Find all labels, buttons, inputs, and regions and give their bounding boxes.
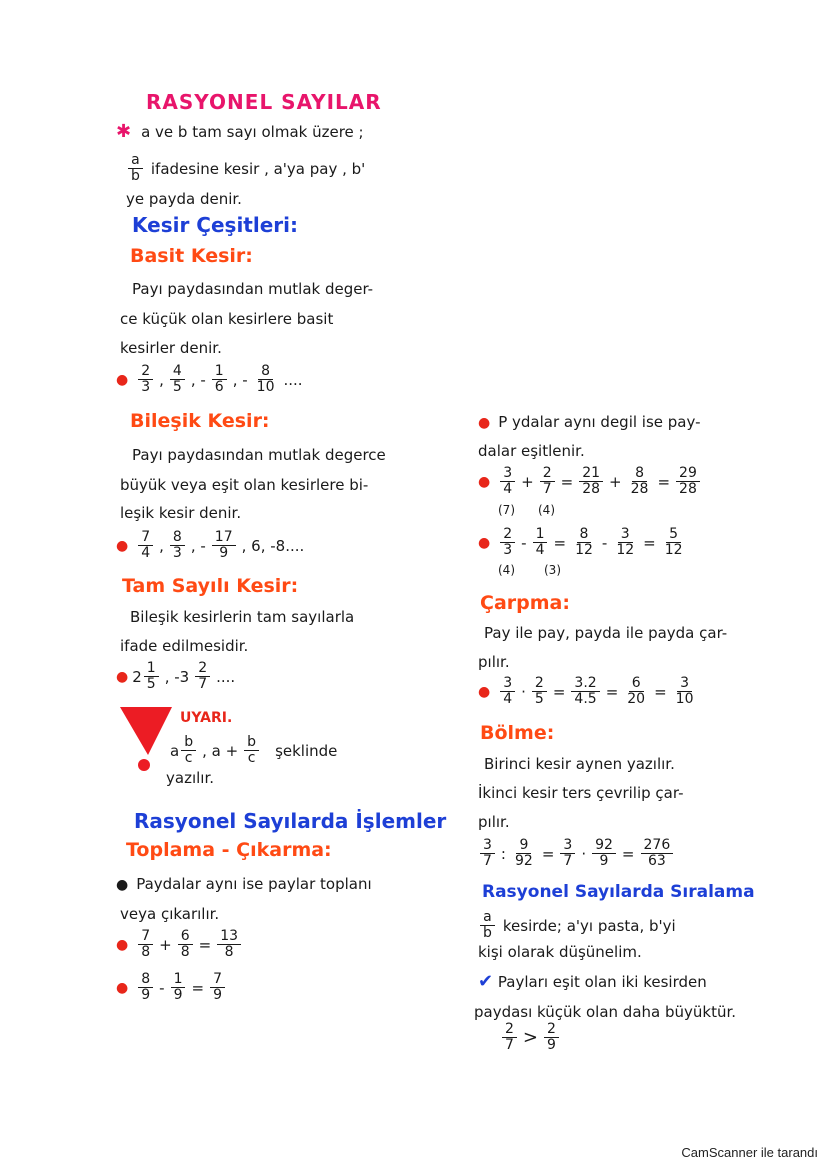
toplama-example: ● $\frac{7}{8}$ + $\frac{6}{8}$ = $\frac{13}{8}$ (116, 929, 243, 960)
page-title: RASYONEL SAYILAR (146, 90, 382, 114)
red-dot-icon: ● (478, 683, 491, 700)
toplama-esitleme-example: ● $\frac{3}{4}$ + $\frac{2}{7}$ = $\frac{21}{28}$ + $\frac{8}{28}$ = $\frac{29}{28}$ (478, 466, 702, 497)
intro-fraction: $\frac{a}{b}$ (128, 153, 143, 184)
intro-line-3: ye payda denir. (126, 190, 242, 208)
payda-line-1: ● P ydalar aynı degil ise pay- (478, 413, 701, 431)
red-dot-icon: ● (116, 979, 129, 996)
red-dot-icon: ● (478, 534, 491, 551)
uyari-line-2: yazılır. (166, 769, 215, 787)
basit-examples: ● $\frac{2}{3}$ , $\frac{4}{5}$ , - $\frac{1}{6}$ , - $\frac{8}{10}$ .... (116, 363, 303, 395)
esitleme-multiplier-4: (3) (544, 563, 561, 577)
intro-line-2 (126, 153, 365, 184)
red-dot-icon: ● (116, 668, 129, 685)
heading-basit-kesir: Basit Kesir: (130, 245, 253, 267)
tam-line-2: ifade edilmesidir. (120, 637, 249, 655)
bilesik-line-2: büyük veya eşit olan kesirlere bi- (120, 476, 369, 494)
bolme-line-2: İkinci kesir ters çevrilip çar- (478, 784, 684, 802)
scanner-watermark: CamScanner ile tarandı (681, 1145, 818, 1160)
red-dot-icon: ● (116, 537, 129, 554)
siralama-example: $\frac{2}{7}$ > $\frac{2}{9}$ (500, 1022, 561, 1053)
basit-line-3: kesirler denir. (120, 339, 222, 357)
heading-tam-sayili-kesir: Tam Sayılı Kesir: (122, 575, 299, 597)
intro-line-1 (116, 123, 364, 141)
carpma-line-2: pılır. (478, 653, 510, 671)
bilesik-examples: ● $\frac{7}{4}$ , $\frac{8}{3}$ , - $\frac{17}{9}$ , 6, -8.... (116, 529, 305, 561)
esitleme-multiplier-1: (7) (498, 503, 515, 517)
payda-line-2: dalar eşitlenir. (478, 442, 585, 460)
heading-carpma: Çarpma: (480, 592, 570, 614)
esitleme-multiplier-3: (4) (498, 563, 515, 577)
star-bullet-icon: ✱ (116, 121, 132, 142)
red-dot-icon: ● (478, 473, 491, 490)
red-dot-icon: ● (116, 936, 129, 953)
uyari-formula: a $\frac{b}{c}$ , a + $\frac{b}{c}$ şeklinde (170, 734, 338, 766)
cikarma-example: ● $\frac{8}{9}$ - $\frac{1}{9}$ = $\frac{7}{9}$ (116, 972, 227, 1003)
heading-islemler: Rasyonel Sayılarda İşlemler (134, 809, 447, 833)
section-kesir-cesitleri: Kesir Çeşitleri: (132, 213, 298, 237)
carpma-line-1: Pay ile pay, payda ile payda çar- (484, 624, 728, 642)
toplama-line-1: ● Paydalar aynı ise paylar toplanı (116, 875, 372, 893)
bilesik-line-3: leşik kesir denir. (120, 504, 242, 522)
siralama-line-1: $\frac{a}{b}$ kesirde; a'yı pasta, b'yi (478, 910, 676, 941)
siralama-line-2: kişi olarak düşünelim. (478, 943, 642, 961)
bolme-example: $\frac{3}{7}$ : $\frac{9}{92}$ = $\frac{3}{7}$ · $\frac{92}{9}$ = $\frac{276}{63}$ (478, 838, 675, 869)
bolme-line-1: Birinci kesir aynen yazılır. (484, 755, 675, 773)
heading-bilesik-kesir: Bileşik Kesir: (130, 410, 270, 432)
esitleme-multiplier-2: (4) (538, 503, 555, 517)
intro-text-2: ifadesine kesir , a'ya pay , b' (150, 159, 366, 178)
heading-bolme: Bölme: (480, 722, 555, 744)
tam-examples: ● 2 $\frac{1}{5}$ , -3 $\frac{2}{7}$ .... (116, 660, 236, 692)
carpma-example: ● $\frac{3}{4}$ · $\frac{2}{5}$ = $\frac{3.2}{4.5}$ = $\frac{6}{20}$ = $\frac{3}{10}$ (478, 675, 694, 707)
bolme-line-3: pılır. (478, 813, 510, 831)
black-dot-icon: ● (116, 877, 129, 893)
heading-siralama: Rasyonel Sayılarda Sıralama (482, 882, 755, 902)
cikarma-esitleme-example: ● $\frac{2}{3}$ - $\frac{1}{4}$ = $\frac{8}{12}$ - $\frac{3}{12}$ = $\frac{5}{12}$ (478, 526, 683, 558)
heading-toplama-cikarma: Toplama - Çıkarma: (126, 839, 332, 861)
basit-line-2: ce küçük olan kesirlere basit (120, 310, 334, 328)
warning-icon (118, 705, 174, 773)
basit-line-1: Payı paydasından mutlak deger- (132, 280, 374, 298)
siralama-check-line-1: ✔ Payları eşit olan iki kesirden (478, 971, 707, 992)
toplama-line-2: veya çıkarılır. (120, 905, 220, 923)
intro-text-1: a ve b tam sayı olmak üzere ; (141, 123, 364, 141)
red-dot-icon: ● (116, 371, 129, 388)
uyari-label: UYARI. (180, 710, 233, 726)
red-dot-icon: ● (478, 415, 491, 431)
bilesik-line-1: Payı paydasından mutlak degerce (132, 446, 386, 464)
checkmark-icon: ✔ (478, 971, 494, 992)
siralama-check-line-2: paydası küçük olan daha büyüktür. (474, 1003, 737, 1021)
tam-line-1: Bileşik kesirlerin tam sayılarla (130, 608, 355, 626)
